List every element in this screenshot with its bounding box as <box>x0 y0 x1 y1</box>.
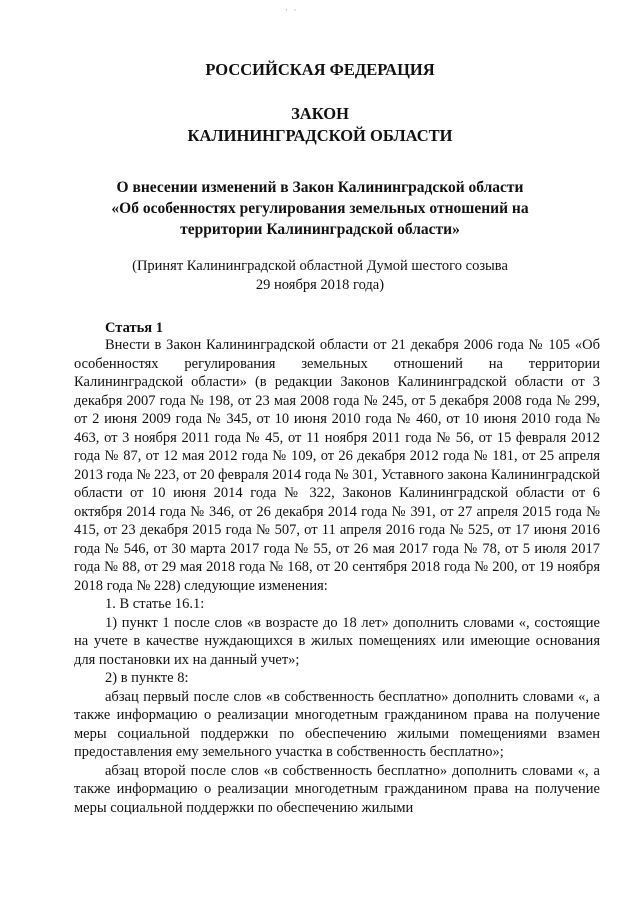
scan-specks: · · <box>285 6 299 15</box>
law-name-line2: «Об особенностях регулирования земельных отношений на <box>111 200 529 217</box>
adoption-note-line1: (Принят Калининградской областной Думой шестого созыва <box>132 258 508 274</box>
article-paragraph: абзац второй после слов «в собственность бесплатно» дополнить словами «, а также информацию о реализации многодетным гражданином права на получение меры социальной поддержки по обеспечению жилыми <box>74 762 600 816</box>
law-title-line2: КАЛИНИНГРАДСКОЙ ОБЛАСТИ <box>187 126 453 145</box>
article-paragraph: абзац первый после слов «в собственность бесплатно» дополнить словами «, а также информацию о реализации многодетным гражданином права на получение меры социальной поддержки по обеспечению жилыми помещениями взамен предоставления ему земельного участка в собственность бесплатно»; <box>74 688 600 760</box>
article-paragraph: 1) пункт 1 после слов «в возрасте до 18 лет» дополнить словами «, состоящие на учете в качестве нуждающихся в жилых помещениях или имеющие основания для постановки их на данный учет»; <box>74 614 600 668</box>
article-paragraph: Внести в Закон Калининградской области от 21 декабря 2006 года № 105 «Об особенностях регулирования земельных отношений на территории Калининградской области» (в редакции Законов Калининградской области от 3 декабря 2007 года № 198, от 23 мая 2008 года № 245, от 5 декабря 2008 года № 299, от 2 июня 2009 года № 345, от 10 июня 2010 года № 460, от 10 июня 2010 года № 463, от 3 ноября 2011 года № 45, от 11 ноября 2011 года № 56, от 15 февраля 2012 года № 87, от 12 мая 2012 года № 109, от 26 декабря 2012 года № 181, от 25 апреля 2013 года № 223, от 20 февраля 2014 года № 301, Уставного закона Калининградской области от 10 июня 2014 года № 322, Законов Калининградской области от 6 октября 2014 года № 346, от 26 декабря 2014 года № 391, от 27 апреля 2015 года № 415, от 23 декабря 2015 года № 507, от 11 апреля 2016 года № 525, от 17 июня 2016 года № 546, от 30 марта 2017 года № 55, от 26 мая 2017 года № 78, от 5 июля 2017 года № 88, от 29 мая 2018 года № 168, от 20 сентября 2018 года № 200, от 19 ноября 2018 года № 228) следующие изменения: <box>74 337 600 594</box>
law-name-line3: территории Калининградской области» <box>180 221 460 238</box>
article-body <box>74 336 600 817</box>
law-title <box>0 103 640 147</box>
law-title-line1: ЗАКОН <box>291 104 349 123</box>
adoption-note <box>0 257 640 295</box>
law-name <box>0 177 640 240</box>
adoption-note-line2: 29 ноября 2018 года) <box>255 277 385 293</box>
article-paragraph: 2) в пункте 8: <box>105 670 189 686</box>
article-heading: Статья 1 <box>105 320 163 336</box>
law-name-line1: О внесении изменений в Закон Калининградской области <box>116 179 524 196</box>
article-paragraph: 1. В статье 16.1: <box>105 596 205 612</box>
federation-heading: РОССИЙСКАЯ ФЕДЕРАЦИЯ <box>205 60 435 79</box>
